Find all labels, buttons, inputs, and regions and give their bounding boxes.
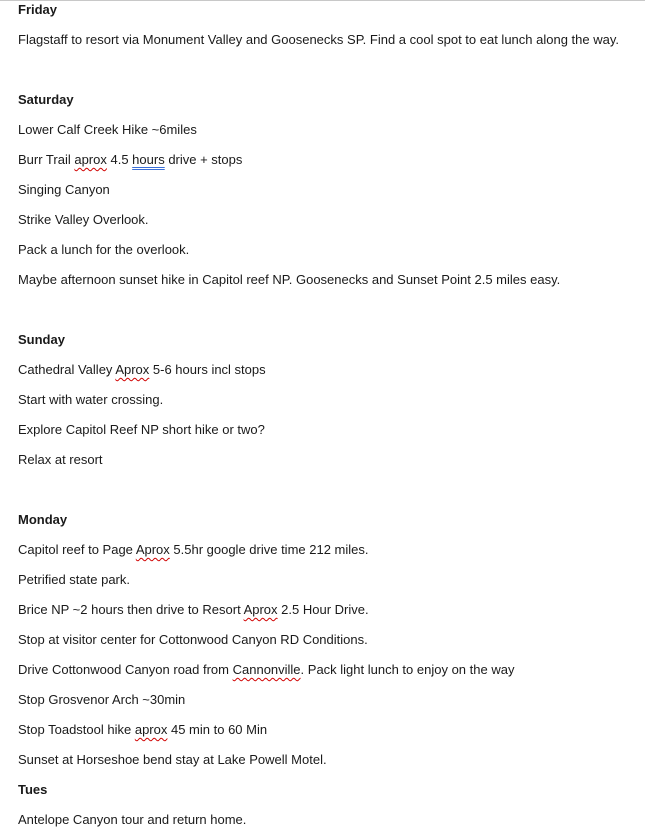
monday-item-1: [18, 541, 369, 559]
heading-sunday: Sunday: [18, 332, 65, 347]
page-top-border: [0, 0, 645, 1]
spelling-error-word[interactable]: Cannonville: [232, 662, 301, 677]
sunday-item-4: Relax at resort: [18, 452, 103, 467]
sunday-item-2: Start with water crossing.: [18, 392, 164, 407]
monday-item-4: Stop at visitor center for Cottonwood Canyon RD Conditions.: [18, 632, 368, 647]
saturday-item-4: Strike Valley Overlook.: [18, 212, 149, 227]
spelling-error-word[interactable]: aprox: [134, 722, 168, 737]
heading-friday: Friday: [18, 2, 58, 17]
text-run: Drive Cottonwood Canyon road from: [18, 662, 233, 677]
text-run: 5-6 hours incl stops: [149, 362, 266, 377]
text-run: 4.5: [106, 152, 133, 167]
heading-saturday: Saturday: [18, 92, 74, 107]
text-run: Stop Toadstool hike: [18, 722, 135, 737]
grammar-flag-word[interactable]: hours: [132, 152, 165, 167]
spelling-error-word[interactable]: aprox: [74, 152, 107, 167]
monday-item-7: [18, 721, 267, 739]
text-run: 45 min to 60 Min: [167, 722, 268, 737]
friday-item-1: Flagstaff to resort via Monument Valley and Goosenecks SP. Find a cool spot to eat lunch along the way.: [18, 32, 619, 47]
monday-item-2: Petrified state park.: [18, 572, 130, 587]
text-run: . Pack light lunch to enjoy on the way: [300, 662, 515, 677]
saturday-item-5: Pack a lunch for the overlook.: [18, 242, 190, 257]
text-run: drive + stops: [164, 152, 243, 167]
monday-item-3: [18, 601, 369, 619]
monday-item-5: [18, 661, 514, 679]
heading-tues: Tues: [18, 782, 48, 797]
tues-item-1: Antelope Canyon tour and return home.: [18, 812, 247, 827]
sunday-item-1: [18, 361, 266, 379]
saturday-item-3: Singing Canyon: [18, 182, 110, 197]
text-run: 5.5hr google drive time 212 miles.: [169, 542, 369, 557]
monday-item-8: Sunset at Horseshoe bend stay at Lake Powell Motel.: [18, 752, 327, 767]
saturday-item-1: Lower Calf Creek Hike ~6miles: [18, 122, 197, 137]
text-run: Brice NP ~2 hours then drive to Resort: [18, 602, 244, 617]
text-run: Capitol reef to Page: [18, 542, 136, 557]
spelling-error-word[interactable]: Aprox: [115, 362, 150, 377]
saturday-item-2: [18, 151, 242, 169]
text-run: Burr Trail: [18, 152, 75, 167]
heading-monday: Monday: [18, 512, 68, 527]
monday-item-6: Stop Grosvenor Arch ~30min: [18, 692, 186, 707]
text-run: 2.5 Hour Drive.: [277, 602, 369, 617]
spelling-error-word[interactable]: Aprox: [243, 602, 278, 617]
saturday-item-6: Maybe afternoon sunset hike in Capitol reef NP. Goosenecks and Sunset Point 2.5 miles easy.: [18, 272, 561, 287]
spelling-error-word[interactable]: Aprox: [135, 542, 170, 557]
sunday-item-3: Explore Capitol Reef NP short hike or two?: [18, 422, 265, 437]
text-run: Cathedral Valley: [18, 362, 116, 377]
